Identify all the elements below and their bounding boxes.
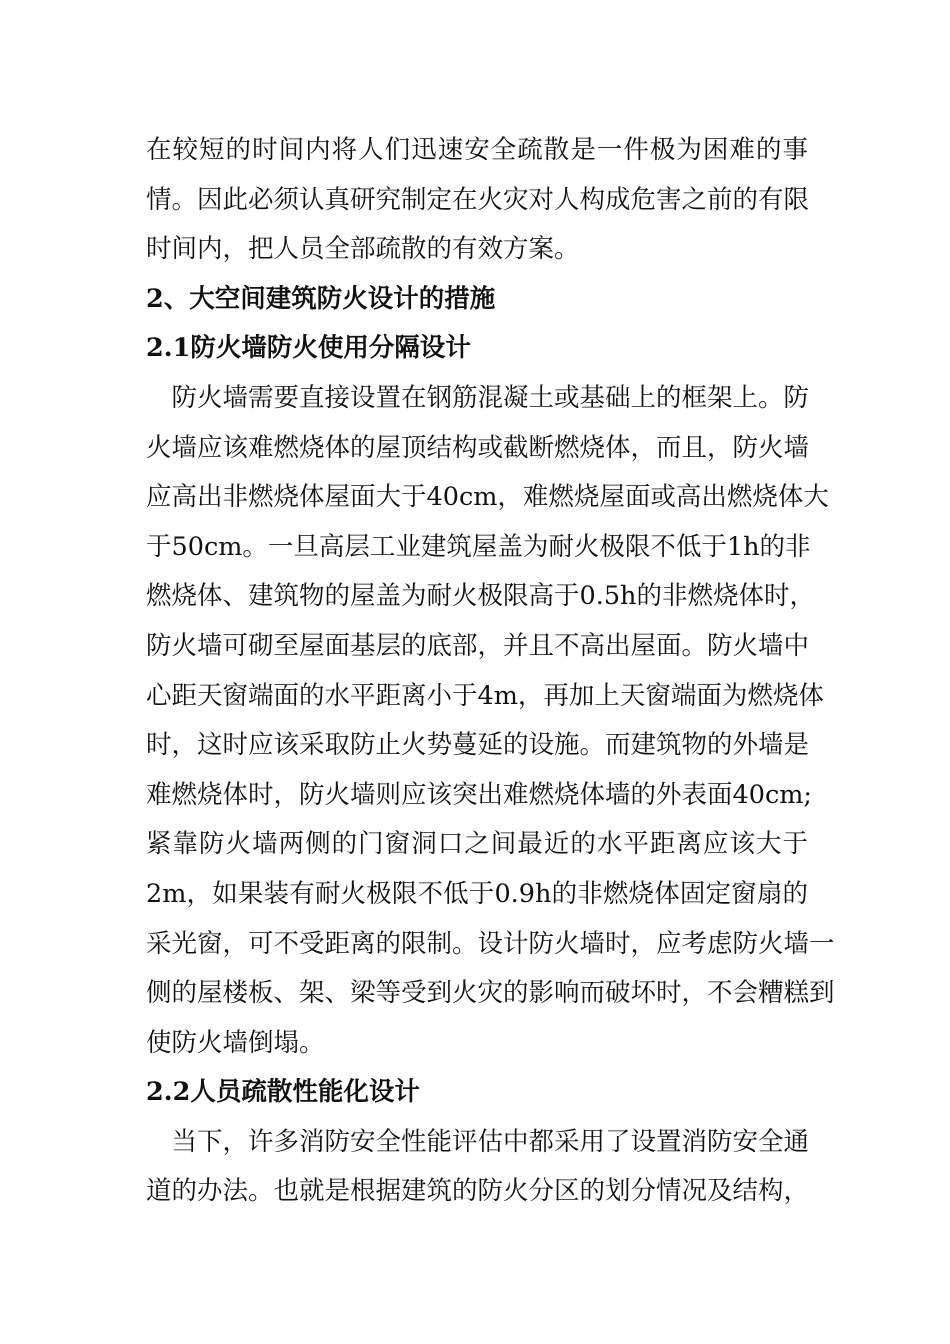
section-2-1-line-13: 侧的屋楼板、架、梁等受到火灾的影响而破坏时，不会糟糕到 xyxy=(146,978,835,1009)
section-2-1-line-8: 时，这时应该采取防止火势蔓延的设施。而建筑物的外墙是 xyxy=(146,730,810,761)
section-2-1-line-7: 心距天窗端面的水平距离小于4m，再加上天窗端面为燃烧体 xyxy=(146,680,824,711)
section-2-1-line-5: 燃烧体、建筑物的屋盖为耐火极限高于0.5h的非燃烧体时， xyxy=(146,581,815,612)
document-body xyxy=(146,126,835,1217)
section-2-1-line-2: 火墙应该难燃烧体的屋顶结构或截断燃烧体，而且，防火墙 xyxy=(146,432,810,463)
intro-line-1: 在较短的时间内将人们迅速安全疏散是一件极为困难的事 xyxy=(146,135,808,165)
section-2-1-line-3: 应高出非燃烧体屋面大于40cm，难燃烧屋面或高出燃烧体大 xyxy=(146,482,829,513)
section-2-1-heading: 2.1防火墙防火使用分隔设计 xyxy=(146,333,471,364)
section-2-1-line-6: 防火墙可砌至屋面基层的底部，并且不高出屋面。防火墙中 xyxy=(146,630,810,661)
section-2-2-line-2: 道的办法。也就是根据建筑的防火分区的划分情况及结构， xyxy=(146,1176,810,1207)
intro-line-2: 情。因此必须认真研究制定在火灾对人构成危害之前的有限 xyxy=(146,184,810,215)
section-2-2-line-1: 当下，许多消防安全性能评估中都采用了设置消防安全通 xyxy=(146,1126,810,1157)
section-2-heading: 2、大空间建筑防火设计的措施 xyxy=(146,283,496,314)
section-2-1-line-12: 采光窗，可不受距离的限制。设计防火墙时，应考虑防火墙一 xyxy=(146,928,835,959)
section-2-1-line-10: 紧靠防火墙两侧的门窗洞口之间最近的水平距离应该大于 xyxy=(146,829,808,860)
section-2-1-line-11: 2m，如果装有耐火极限不低于0.9h的非燃烧体固定窗扇的 xyxy=(146,878,808,909)
section-2-1-line-14: 使防火墙倒塌。 xyxy=(146,1027,325,1058)
section-2-1-line-9: 难燃烧体时，防火墙则应该突出难燃烧体墙的外表面40cm; xyxy=(146,779,813,810)
section-2-1-line-4: 于50cm。一旦高层工业建筑屋盖为耐火极限不低于1h的非 xyxy=(146,531,811,562)
section-2-2-heading: 2.2人员疏散性能化设计 xyxy=(146,1077,420,1108)
intro-line-3: 时间内，把人员全部疏散的有效方案。 xyxy=(146,234,580,265)
section-2-1-line-1: 防火墙需要直接设置在钢筋混凝土或基础上的框架上。防 xyxy=(146,382,810,413)
